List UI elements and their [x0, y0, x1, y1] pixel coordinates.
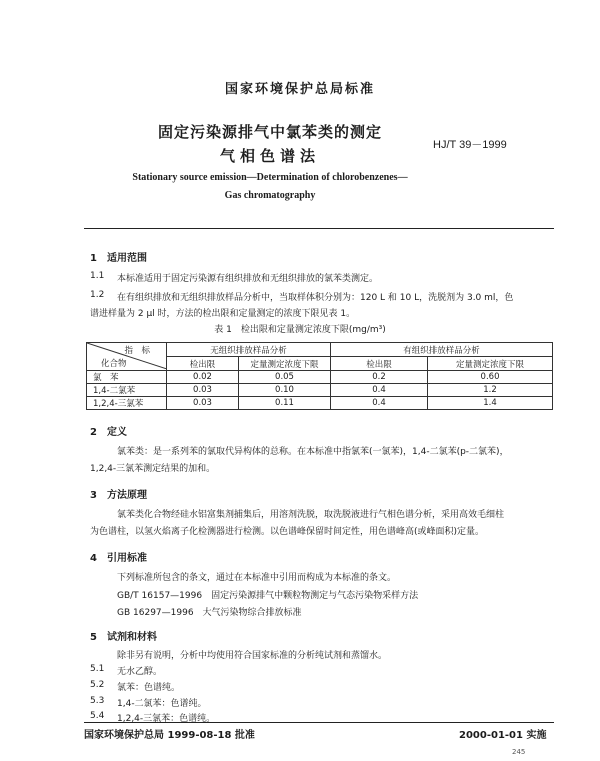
table-cell: 0.03 [167, 384, 239, 397]
item-5-3-number: 5.3 [90, 696, 105, 706]
section-3-text-line1: 氯苯类化合物经硅水铝富集剂捕集后，用溶剂洗脱，取洗脱液进行气相色谱分析，采用高效毛细柱 [117, 510, 505, 520]
corner-label-compound: 化合物 [101, 359, 127, 369]
table-cell: 0.03 [167, 397, 239, 410]
item-5-1-text: 无水乙醇。 [117, 667, 163, 677]
section-2-text-line2: 1,2,4-三氯苯测定结果的加和。 [90, 464, 216, 474]
table-cell: 0.60 [428, 371, 553, 384]
clause-1-2-number: 1.2 [90, 290, 105, 300]
table-row [87, 397, 553, 410]
item-5-2-text: 氯苯：色谱纯。 [117, 683, 181, 693]
section-3-heading: 3 方法原理 [90, 490, 147, 501]
table-cell: 0.4 [331, 384, 428, 397]
item-5-3-text: 1,4-二氯苯：色谱纯。 [117, 699, 207, 709]
item-5-4-text: 1,2,4-三氯苯：色谱纯。 [117, 714, 216, 724]
section-2-heading: 2 定义 [90, 427, 127, 438]
table-row [87, 384, 553, 397]
corner-label-index: 指 标 [124, 346, 150, 356]
table-row [87, 371, 553, 384]
clause-1-1-text: 本标准适用于固定污染源有组织排放和无组织排放的氯苯类测定。 [117, 274, 379, 284]
group-header-stack: 有组织排放样品分析 [331, 343, 553, 357]
standard-subtitle-cn: 气相色谱法 [219, 147, 320, 165]
item-5-4-number: 5.4 [90, 711, 105, 721]
col-quant-limit-1: 定量测定浓度下限 [239, 357, 331, 371]
section-1-heading: 1 适用范围 [90, 253, 147, 264]
col-quant-limit-2: 定量测定浓度下限 [428, 357, 553, 371]
section-4-text-line1: 下列标准所包含的条文，通过在本标准中引用而构成为本标准的条文。 [117, 573, 397, 583]
table-1-caption: 表 1 检出限和定量测定浓度下限(mg/m³) [214, 325, 386, 335]
section-3-text-line2: 为色谱柱，以氢火焰离子化检测器进行检测。以色谱峰保留时间定性，用色谱峰高(或峰面积)定量。 [90, 527, 485, 537]
section-5-intro: 除非另有说明，分析中均使用符合国家标准的分析纯试剂和蒸馏水。 [117, 651, 388, 661]
table-cell: 0.4 [331, 397, 428, 410]
implementation-date: 2000-01-01 实施 [459, 730, 547, 741]
table-cell: 0.11 [239, 397, 331, 410]
header-divider [84, 228, 554, 229]
clause-1-1-number: 1.1 [90, 271, 105, 281]
table-cell: 0.02 [167, 371, 239, 384]
clause-1-2-text-line2: 谱进样量为 2 μl 时，方法的检出限和定量测定的浓度下限见表 1。 [90, 309, 356, 319]
col-detect-limit-1: 检出限 [167, 357, 239, 371]
compound-name: 1,2,4-三氯苯 [87, 397, 167, 410]
table-cell: 1.2 [428, 384, 553, 397]
col-detect-limit-2: 检出限 [331, 357, 428, 371]
standard-title-en-line1: Stationary source emission—Determination of chlorobenzenes— [132, 172, 408, 183]
standard-number: HJ/T 39－1999 [433, 139, 507, 151]
compound-name: 氯 苯 [87, 371, 167, 384]
reference-gb-16297: GB 16297—1996 大气污染物综合排放标准 [117, 608, 302, 618]
reference-gbt-16157: GB/T 16157—1996 固定污染源排气中颗粒物测定与气态污染物采样方法 [117, 591, 419, 601]
standard-title-en-line2: Gas chromatography [224, 190, 316, 201]
section-2-text-line1: 氯苯类：是一系列苯的氯取代异构体的总称。在本标准中指氯苯(一氯苯)，1,4-二氯苯(p-二氯苯)， [117, 447, 509, 457]
approval-date: 国家环境保护总局 1999-08-18 批准 [84, 730, 255, 741]
table-corner-cell [87, 343, 167, 371]
table-cell: 0.2 [331, 371, 428, 384]
table-cell: 1.4 [428, 397, 553, 410]
agency-name: 国家环境保护总局标准 [224, 82, 375, 97]
group-header-fugitive: 无组织排放样品分析 [167, 343, 331, 357]
section-5-heading: 5 试剂和材料 [90, 632, 157, 643]
footer-divider [84, 722, 554, 723]
table-cell: 0.10 [239, 384, 331, 397]
clause-1-2-text-line1: 在有组织排放和无组织排放样品分析中，当取样体积分别为：120 L 和 10 L，洗脱剂为 3.0 ml，色 [117, 293, 514, 303]
item-5-2-number: 5.2 [90, 680, 105, 690]
page-number: 245 [512, 748, 526, 756]
standard-title-cn: 固定污染源排气中氯苯类的测定 [157, 123, 382, 141]
section-4-heading: 4 引用标准 [90, 553, 147, 564]
compound-name: 1,4-二氯苯 [87, 384, 167, 397]
item-5-1-number: 5.1 [90, 664, 105, 674]
table-1 [86, 342, 553, 410]
table-cell: 0.05 [239, 371, 331, 384]
